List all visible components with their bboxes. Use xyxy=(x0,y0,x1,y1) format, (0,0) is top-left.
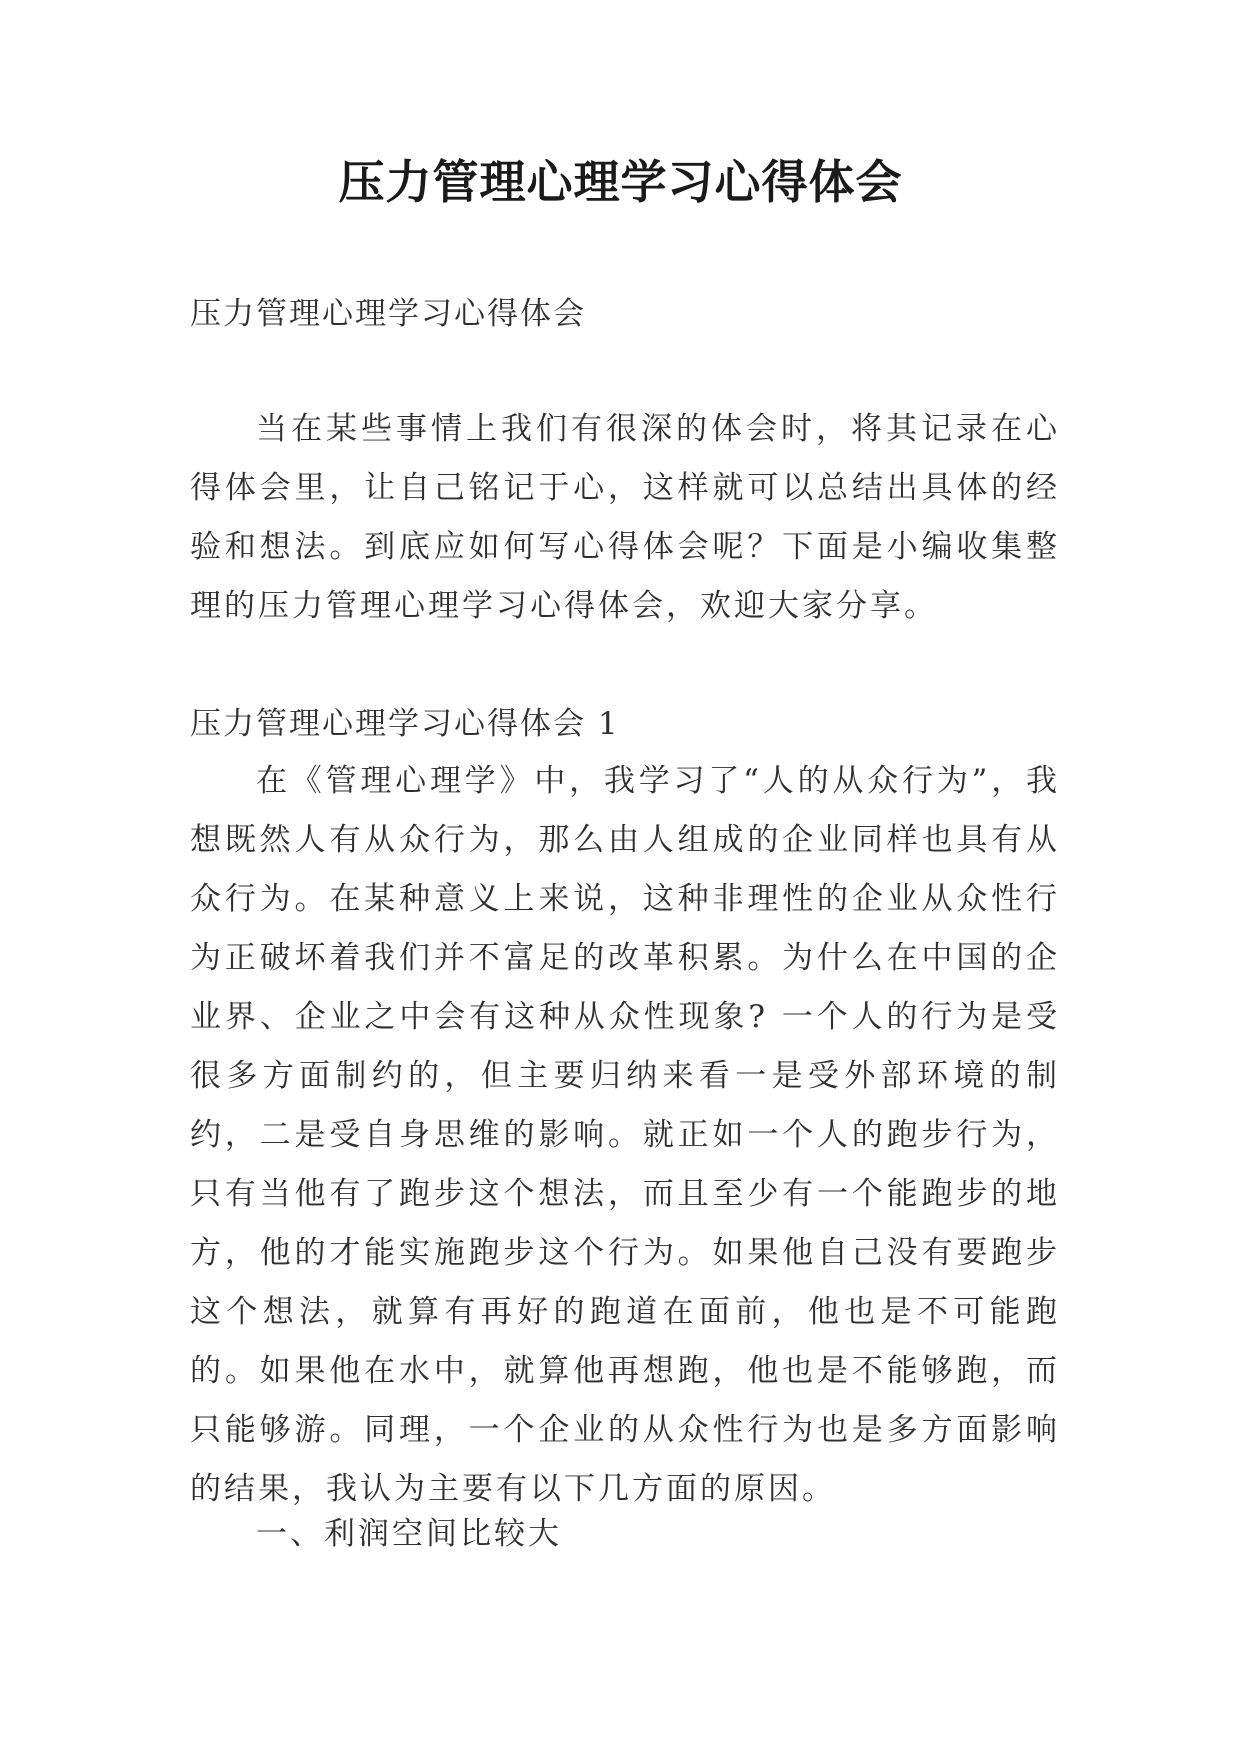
document-subtitle: 压力管理心理学习心得体会 xyxy=(190,296,586,332)
intro-paragraph: 当在某些事情上我们有很深的体会时，将其记录在心得体会里，让自己铭记于心，这样就可以总结出具体的经验和想法。到底应如何写心得体会呢？下面是小编收集整理的压力管理心理学习心得体会，欢迎大家分享。 xyxy=(190,411,1060,624)
section-heading: 压力管理心理学习心得体会 1 xyxy=(190,706,620,742)
section-paragraph: 在《管理心理学》中，我学习了“人的从众行为”，我想既然人有从众行为，那么由人组成的企业同样也具有从众行为。在某种意义上来说，这种非理性的企业从众性行为正破坏着我们并不富足的改革积累。为什么在中国的企业界、企业之中会有这种从众性现象? 一个人的行为是受很多方面制约的，但主要归纳来看一是受外部环境的制约，二是受自身思维的影响。就正如一个人的跑步行为，只有当他有了跑步这个想法，而且至少有一个能跑步的地方，他的才能实施跑步这个行为。如果他自己没有要跑步这个想法，就算有再好的跑道在面前，他也是不可能跑的。如果他在水中，就算他再想跑，他也是不能够跑，而只能够游。同理，一个企业的从众性行为也是多方面影响的结果，我认为主要有以下几方面的原因。 xyxy=(190,763,1060,1507)
point-heading: 一、利润空间比较大 xyxy=(256,1516,562,1552)
document-title: 压力管理心理学习心得体会 xyxy=(338,155,903,209)
